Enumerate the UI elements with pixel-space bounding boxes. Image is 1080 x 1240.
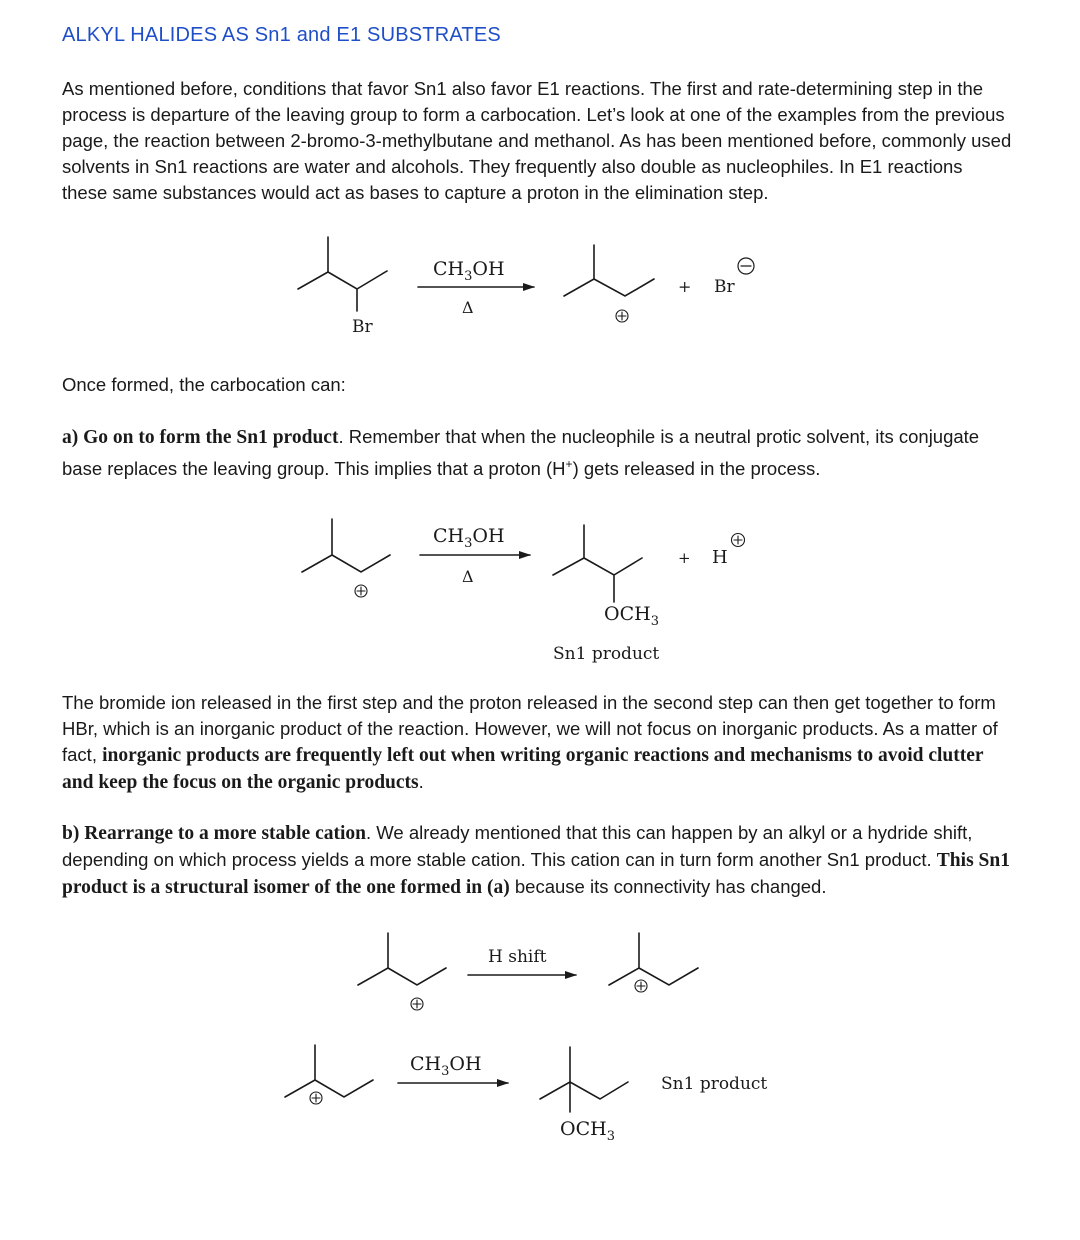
carbocation-secondary (564, 245, 654, 322)
bromide-label: Br (714, 277, 735, 297)
minus-charge-icon (738, 258, 754, 274)
part-a-lead: a) Go on to form the Sn1 product (62, 427, 339, 448)
scheme-3 (358, 933, 698, 1010)
scheme-1 (298, 237, 754, 337)
leaving-group-label: Br (352, 317, 373, 337)
reagent-label: $CH_3OH$ (433, 525, 505, 551)
substituent-label: $OCH_3$ (560, 1118, 615, 1144)
part-b-text-1: . We already mentioned that this can happen by an alkyl or a hydride shift, depending on which process yields a more stable cation. This cation can in turn form another Sn1 product. (62, 822, 973, 870)
reaction-arrow-2 (420, 525, 530, 586)
condition-label: Δ (462, 567, 474, 586)
tertiary-ether-product (540, 1047, 628, 1144)
proton-label: H (712, 547, 728, 568)
plus-sign: + (678, 277, 692, 296)
plus-charge-icon (732, 534, 745, 547)
bromide-text-1: The bromide ion released in the first step and the proton released in the second step can then get together to form HBr, which is an inorganic product of the reaction. However, we will not focus on inorganic products. As a matter of fact, (62, 692, 998, 765)
product-label: Sn1 product (553, 644, 660, 664)
plus-sign: + (678, 549, 691, 567)
reaction-arrow-4 (398, 1053, 508, 1083)
carbocation-secondary (358, 933, 446, 1010)
reaction-arrow-1 (418, 258, 534, 317)
part-a-text-2: ) gets released in the process. (572, 458, 821, 480)
part-b-text-2: because its connectivity has changed. (509, 876, 827, 897)
arrow-label: H shift (488, 947, 547, 967)
substituent-label: $OCH_3$ (604, 603, 659, 629)
carbocation-start (302, 519, 390, 597)
reagent-label: $CH_3OH$ (433, 258, 505, 284)
intro-paragraph: As mentioned before, conditions that favor Sn1 also favor E1 reactions. The first and rate-determining step in the process is departure of the leaving group to form a carbocation. Let’s look at one of the examples from the previous page, the reaction between 2-bromo-3-methylbutane and methanol. As has been mentioned before, commonly used solvents in Sn1 reactions are water and alcohols. They frequently also double as nucleophiles. In E1 reactions these same substances would act as bases to capture a proton in the elimination step. (62, 78, 1012, 203)
product-label: Sn1 product (661, 1074, 768, 1094)
part-a-text-1: . Remember that when the nucleophile is a neutral protic solvent, its conjugate base replaces the leaving group. This implies that a proton (H (62, 426, 980, 480)
carbocation-tertiary (609, 933, 698, 992)
reagent-label: $CH_3OH$ (410, 1053, 482, 1079)
bromide-text-2: . (418, 771, 424, 792)
condition-label: Δ (462, 298, 474, 317)
bromide-bold: inorganic products are frequently left out when writing organic reactions and mechanisms to avoid clutter and keep the focus on the organic products (62, 745, 984, 793)
scheme-4 (285, 1045, 767, 1144)
scheme-2 (302, 519, 745, 664)
page-title: ALKYL HALIDES AS Sn1 and E1 SUBSTRATES (62, 24, 501, 46)
once-formed-text: Once formed, the carbocation can: (62, 374, 346, 395)
proton-charge: + (565, 457, 573, 471)
part-b-lead: b) Rearrange to a more stable cation (62, 823, 366, 844)
hydride-shift-arrow (468, 947, 576, 975)
ether-product (553, 525, 659, 629)
part-b-bold: This Sn1 product is a structural isomer of the one formed in (a) (62, 850, 1010, 898)
carbocation-tertiary (285, 1045, 373, 1104)
substrate-2-bromo-3-methylbutane (298, 237, 387, 337)
